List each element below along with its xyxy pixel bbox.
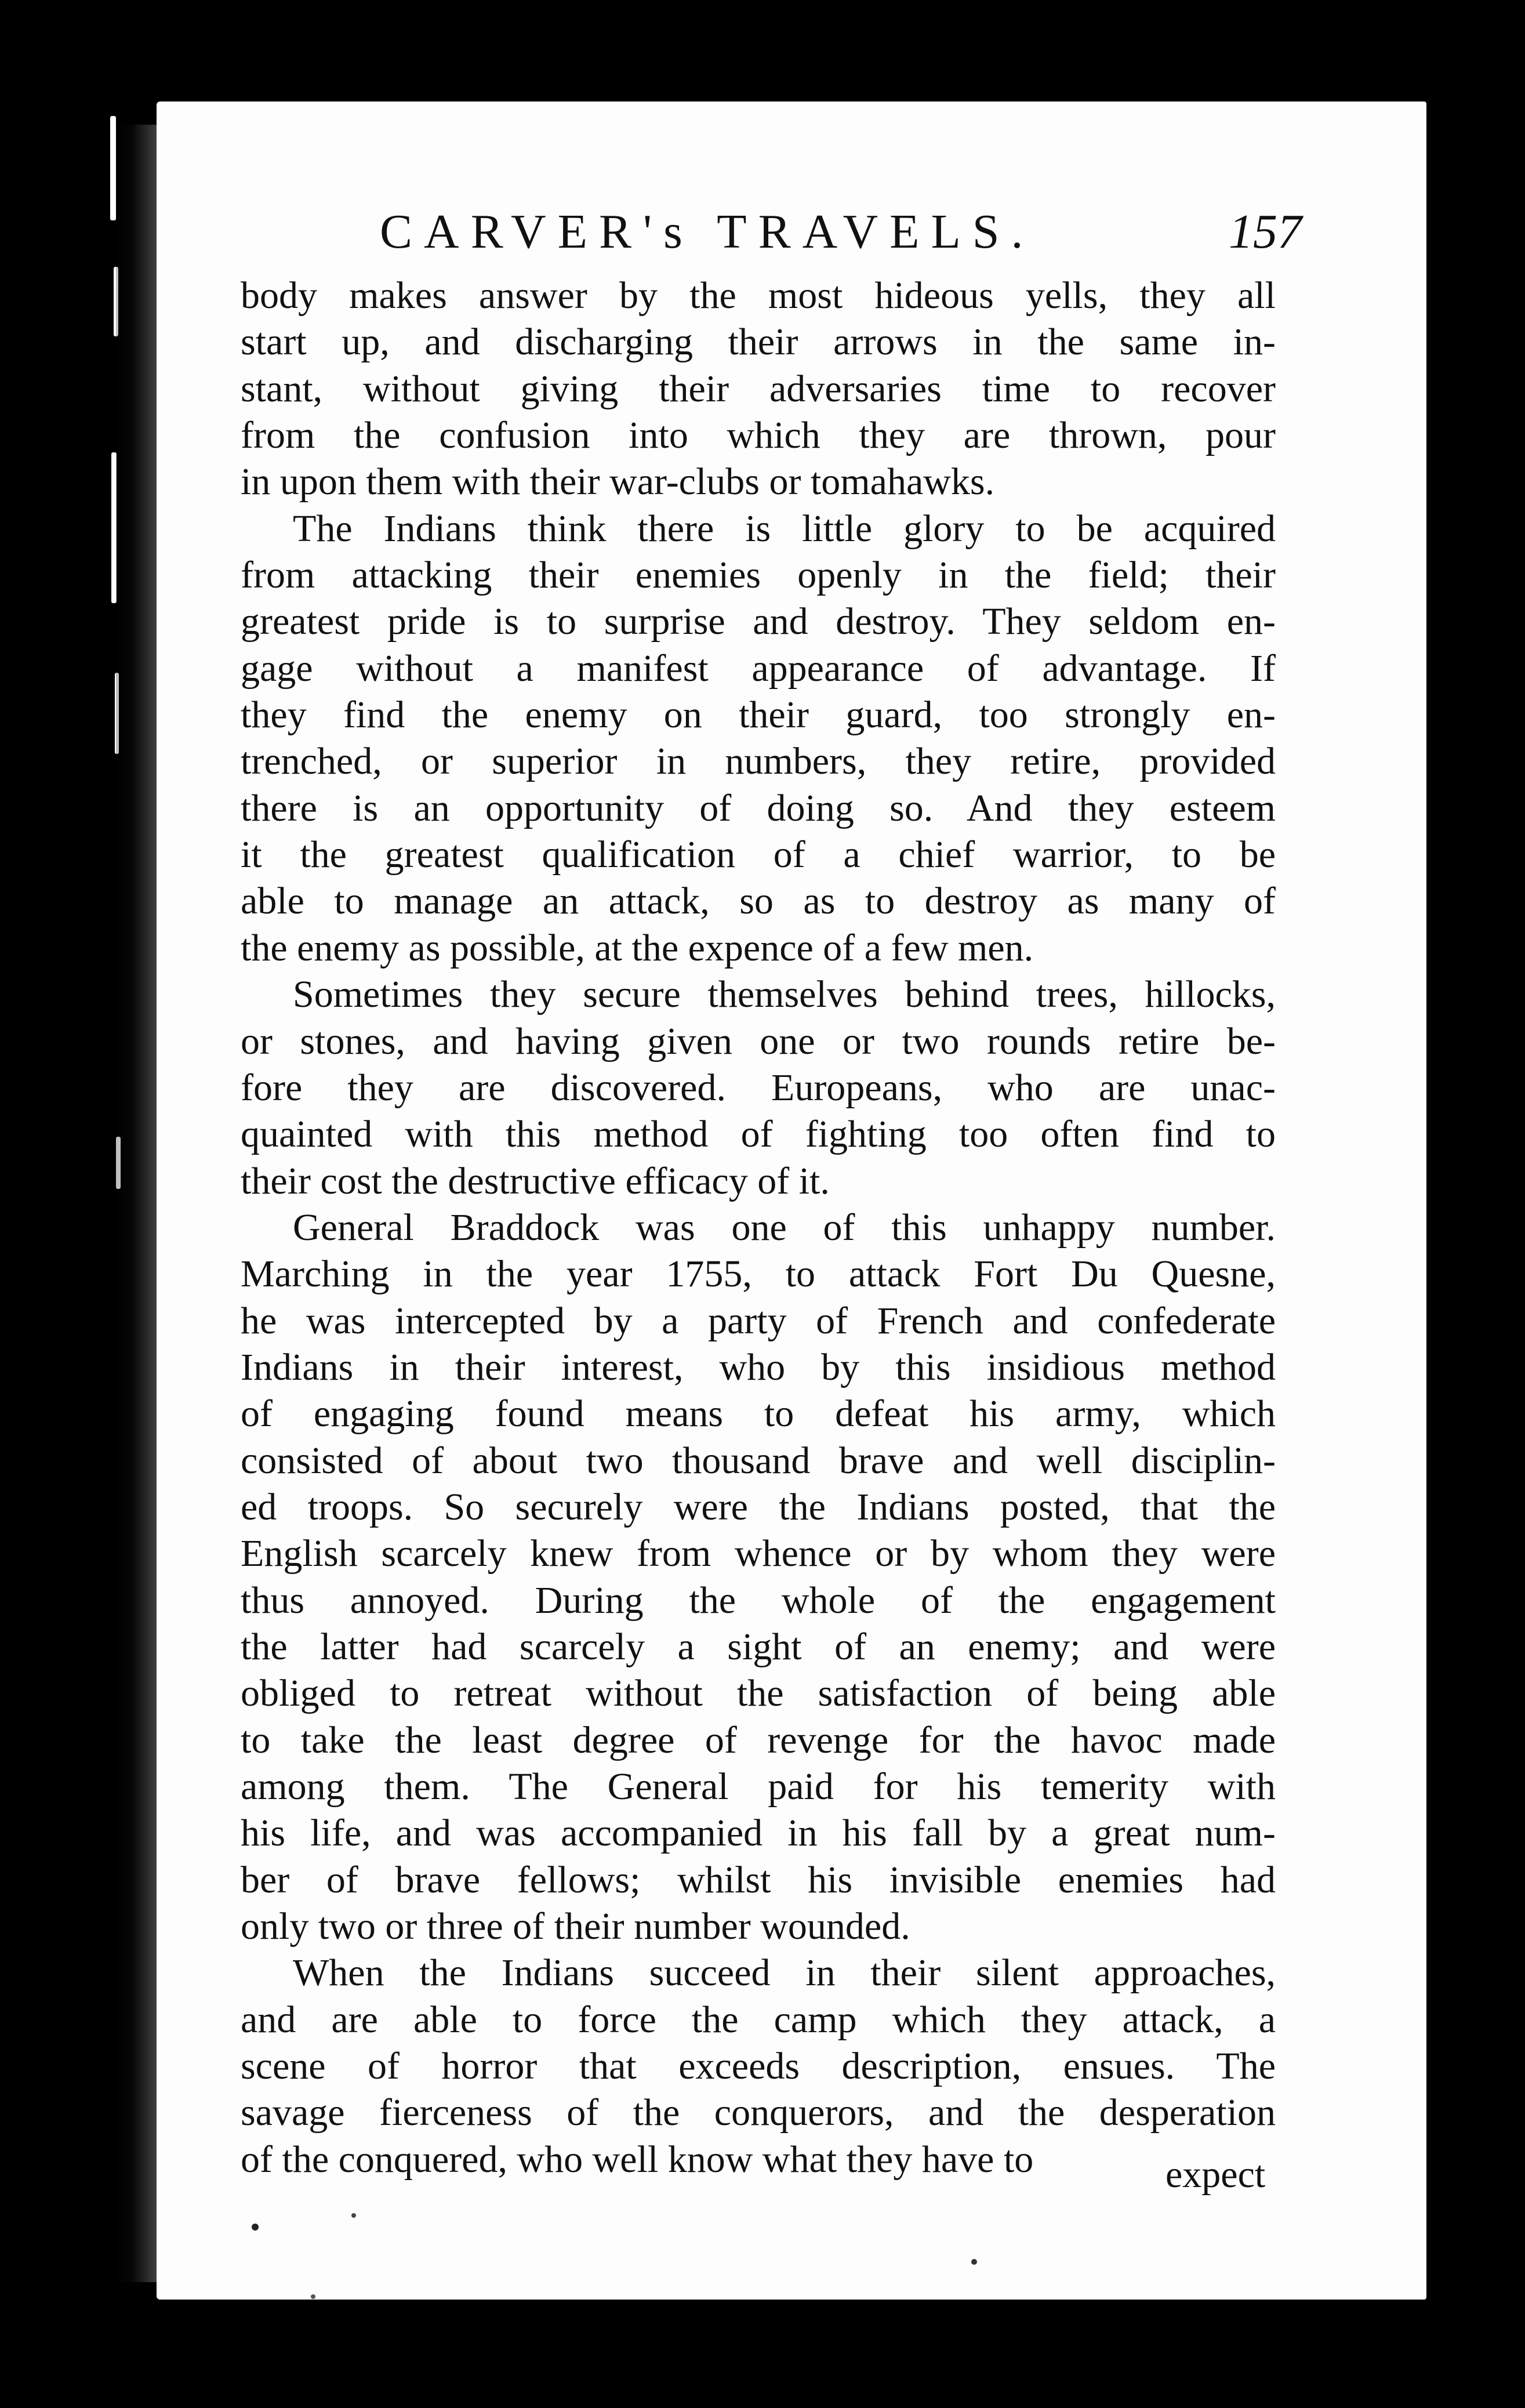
text-line: the enemy as possible, at the expence of a few men. [241,926,1034,969]
text-line: in upon them with their war-clubs or tomahawks. [241,460,995,503]
text-line: able to manage an attack, so as to destroy as many of [241,880,1276,923]
page-number: 157 [1229,205,1302,259]
text-line: it the greatest qualification of a chief warrior, to be [241,833,1276,876]
text-line: Indians in their interest, who by this insidious method [241,1346,1276,1388]
catchword: expect [1165,2153,1266,2196]
text-line: stant, without giving their adversaries time to recover [241,367,1276,410]
text-line: he was intercepted by a party of French and confederate [241,1299,1276,1342]
text-line: only two or three of their number wounded. [241,1905,910,1948]
text-line: gage without a manifest appearance of advantage. If [241,647,1276,690]
page-header [380,200,1302,264]
text-line: consisted of about two thousand brave and well disciplin- [241,1439,1276,1482]
text-line: Sometimes they secure themselves behind trees, hillocks, [293,973,1276,1016]
text-line: from attacking their enemies openly in the field; their [241,554,1276,597]
text-line: quainted with this method of fighting too often find to [241,1113,1276,1156]
text-line: ber of brave fellows; whilst his invisible enemies had [241,1858,1276,1901]
text-line: savage fierceness of the conquerors, and the desperation [241,2091,1276,2134]
text-line: obliged to retreat without the satisfaction of being able [241,1672,1276,1715]
text-line: thus annoyed. During the whole of the engagement [241,1579,1276,1622]
text-line: and are able to force the camp which they attack, a [241,1998,1276,2041]
text-line: fore they are discovered. Europeans, who are unac- [241,1066,1276,1109]
text-line: or stones, and having given one or two rounds retire be- [241,1020,1276,1062]
text-line: of the conquered, who well know what they have to [241,2138,1034,2181]
text-line: from the confusion into which they are thrown, pour [241,414,1276,457]
text-line: body makes answer by the most hideous yells, they all [241,274,1276,317]
text-line: the latter had scarcely a sight of an enemy; and were [241,1625,1276,1668]
text-line: to take the least degree of revenge for the havoc made [241,1718,1276,1761]
running-head: CARVER's TRAVELS. [380,205,1035,259]
text-line: greatest pride is to surprise and destroy. They seldom en- [241,600,1276,643]
text-line: of engaging found means to defeat his army, which [241,1392,1276,1435]
text-line: their cost the destructive efficacy of it. [241,1159,830,1202]
text-line: scene of horror that exceeds description, ensues. The [241,2045,1276,2088]
text-line: they find the enemy on their guard, too strongly en- [241,694,1276,737]
text-line: When the Indians succeed in their silent approaches, [293,1952,1276,1994]
text-line: English scarcely knew from whence or by whom they were [241,1532,1276,1575]
text-line: The Indians think there is little glory to be acquired [293,507,1276,550]
text-line: Marching in the year 1755, to attack Fort Du Quesne, [241,1253,1276,1296]
text-line: his life, and was accompanied in his fall by a great num- [241,1812,1276,1855]
text-line: there is an opportunity of doing so. And they esteem [241,786,1276,829]
text-line: trenched, or superior in numbers, they retire, provided [241,740,1276,783]
text-line: ed troops. So securely were the Indians posted, that the [241,1485,1276,1528]
text-line: start up, and discharging their arrows in the same in- [241,321,1276,364]
text-line: among them. The General paid for his temerity with [241,1765,1276,1808]
text-line: General Braddock was one of this unhappy number. [293,1206,1276,1249]
gutter-speck [110,116,116,220]
body-text [241,273,1276,2183]
